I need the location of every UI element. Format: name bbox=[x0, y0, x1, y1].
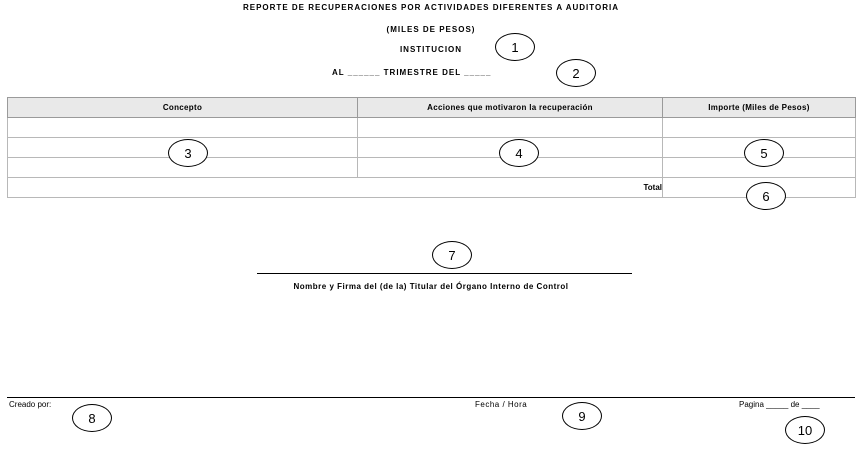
column-header-concepto: Concepto bbox=[8, 98, 358, 118]
marker-5: 5 bbox=[744, 139, 784, 167]
marker-7: 7 bbox=[432, 241, 472, 269]
page-label: Pagina _____ de ____ bbox=[739, 400, 820, 409]
marker-9: 9 bbox=[562, 402, 602, 430]
signature-line bbox=[257, 273, 632, 274]
total-label: Total bbox=[8, 178, 663, 198]
column-header-importe: Importe (Miles de Pesos) bbox=[663, 98, 856, 118]
units-subtitle: (MILES DE PESOS) bbox=[386, 25, 476, 34]
report-title: REPORTE DE RECUPERACIONES POR ACTIVIDADES DIFERENTES A AUDITORIA bbox=[242, 3, 620, 12]
footer-divider bbox=[7, 397, 855, 398]
created-by-label: Creado por: bbox=[9, 400, 52, 409]
marker-6: 6 bbox=[746, 182, 786, 210]
marker-8: 8 bbox=[72, 404, 112, 432]
marker-3: 3 bbox=[168, 139, 208, 167]
quarter-line: AL ______ TRIMESTRE DEL _____ bbox=[332, 68, 492, 77]
table-row bbox=[8, 158, 856, 178]
marker-4: 4 bbox=[499, 139, 539, 167]
concepto-cell[interactable] bbox=[8, 118, 358, 138]
acciones-cell[interactable] bbox=[358, 118, 663, 138]
importe-cell[interactable] bbox=[663, 118, 856, 138]
institution-label: INSTITUCION bbox=[399, 45, 463, 54]
date-time-label: Fecha / Hora bbox=[475, 400, 528, 409]
total-row bbox=[8, 178, 856, 198]
signature-label: Nombre y Firma del (de la) Titular del Órgano Interno de Control bbox=[293, 282, 569, 291]
table-row bbox=[8, 138, 856, 158]
marker-2: 2 bbox=[556, 59, 596, 87]
marker-1: 1 bbox=[495, 33, 535, 61]
table-row bbox=[8, 118, 856, 138]
marker-10: 10 bbox=[785, 416, 825, 444]
table-header-row bbox=[8, 98, 856, 118]
column-header-acciones: Acciones que motivaron la recuperación bbox=[358, 98, 663, 118]
recoveries-table bbox=[7, 97, 856, 198]
